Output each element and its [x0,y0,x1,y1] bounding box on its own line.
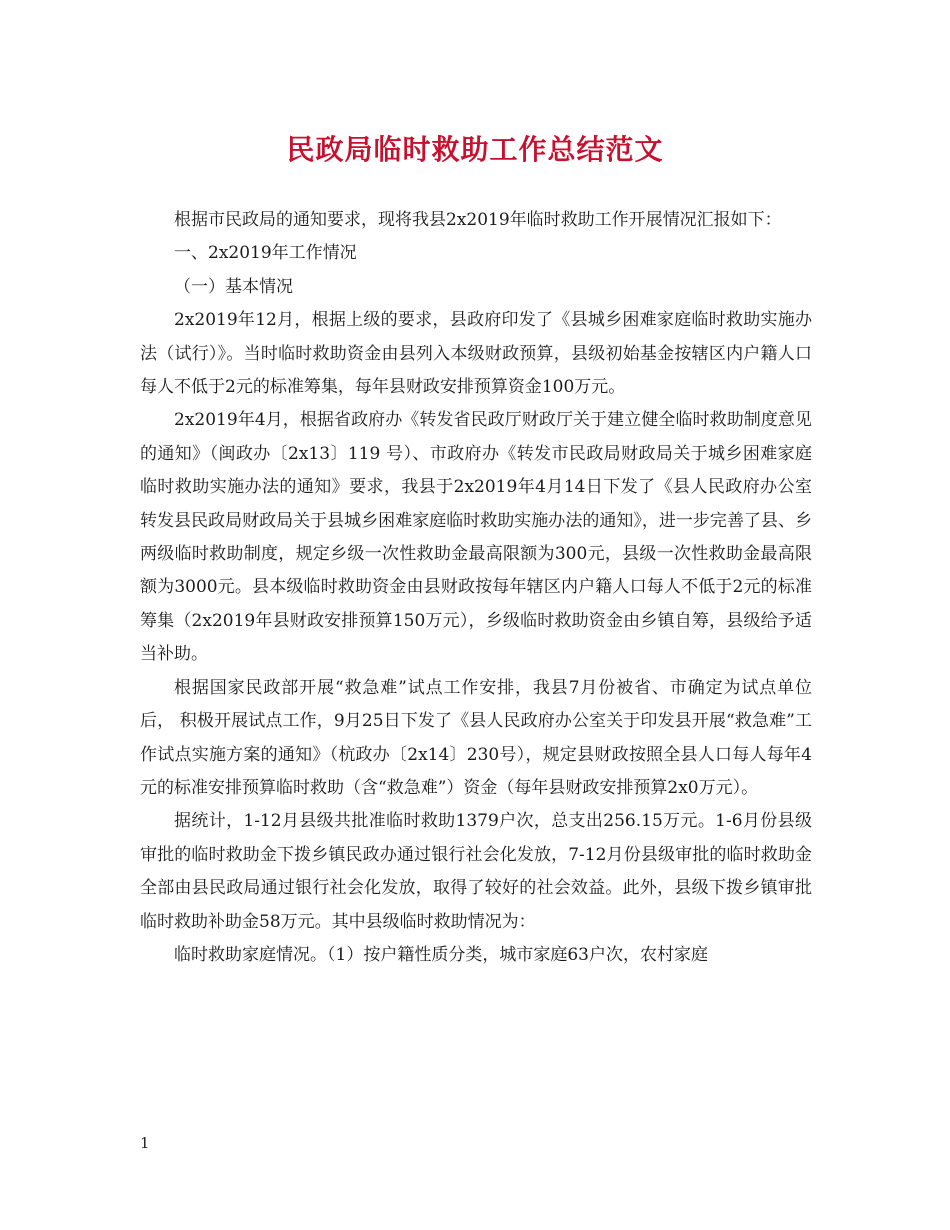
paragraph-intro: 根据市民政局的通知要求，现将我县2x2019年临时救助工作开展情况汇报如下： [174,210,782,230]
paragraph-body: 2x2019年4月，根据省政府办《转发省民政厅财政厅关于建立健全临时救助制度意见的通知》（闽政办〔2x13〕119 号）、市政府办《转发市民政局财政局关于城乡困难家庭临时救助实施办法的通知》要求，我县于2x2019年4月14日下发了《县人民政府办公室转发县民政局财政局关于县城乡困难家庭临时救助实施办法的通知》，进一步完善了县、乡两级临时救助制度，规定乡级一次性救助金最高限额为300元，县级一次性救助金最高限额为3000元。县本级临时救助资金由县财政按每年辖区内户籍人口每人不低于2元的标准筹集（2x2019年县财政安排预算150万元），乡级临时救助资金由乡镇自筹，县级给予适当补助。 [140,410,812,665]
document-body [140,204,812,972]
paragraph-body: 据统计，1-12月县级共批准临时救助1379户次，总支出256.15万元。1-6月份县级审批的临时救助金下拨乡镇民政办通过银行社会化发放，7-12月份县级审批的临时救助金全部由县民政局通过银行社会化发放，取得了较好的社会效益。此外，县级下拨乡镇审批临时救助补助金58万元。其中县级临时救助情况为： [140,811,812,932]
paragraph-body: 临时救助家庭情况。（1）按户籍性质分类，城市家庭63户次，农村家庭 [174,944,708,965]
page-number: 1 [140,1134,150,1152]
paragraph-body: 根据国家民政部开展“救急难”试点工作安排，我县7月份被省、市确定为试点单位后， 积极开展试点工作，9月25日下发了《县人民政府办公室关于印发县开展“救急难”工作试点实施方案的通知》（杭政办〔2x14〕230号），规定县财政按照全县人口每人每年4元的标准安排预算临时救助（含“救急难”）资金（每年县财政安排预算2x0万元）。 [140,677,812,798]
subsection-heading: （一）基本情况 [174,276,293,297]
paragraph-body: 2x2019年12月，根据上级的要求，县政府印发了《县城乡困难家庭临时救助实施办法（试行）》。当时临时救助资金由县列入本级财政预算，县级初始基金按辖区内户籍人口每人不低于2元的标准筹集，每年县财政安排预算资金100万元。 [140,310,812,398]
section-heading: 一、2x2019年工作情况 [174,243,357,264]
document-title: 民政局临时救助工作总结范文 [286,133,664,166]
